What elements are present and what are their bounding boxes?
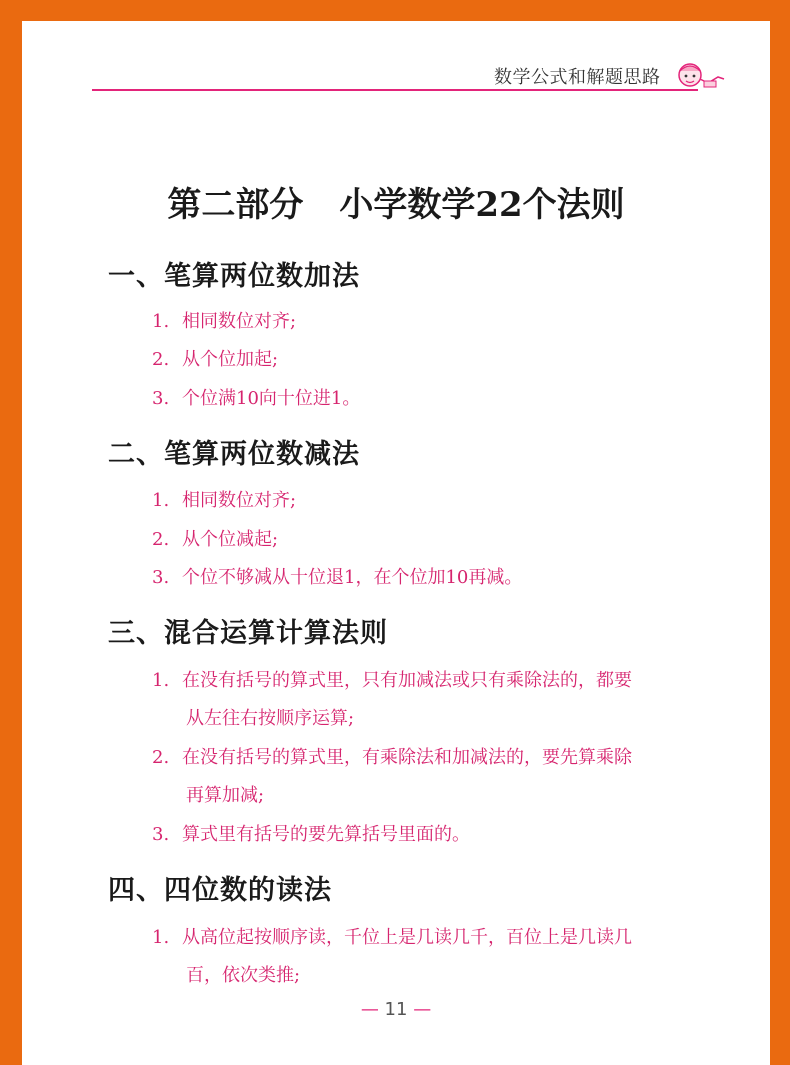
- section-heading: 一、笔算两位数加法: [108, 261, 360, 292]
- rule-item: [152, 559, 692, 597]
- rule-item: [152, 919, 692, 995]
- rule-number: 1.: [152, 927, 170, 948]
- rule-number: 2.: [152, 349, 170, 370]
- rule-number: 2.: [152, 529, 170, 550]
- part-label: 第二部分: [167, 185, 304, 225]
- rule-text: 从个位加起;: [182, 349, 279, 370]
- rule-text-continued: 百，依次类推;: [186, 965, 301, 986]
- part-name: 小学数学22个法则: [339, 185, 625, 225]
- section-heading: 四、四位数的读法: [108, 875, 332, 906]
- rule-number: 1.: [152, 311, 170, 332]
- rule-text: 在没有括号的算式里，只有加减法或只有乘除法的，都要: [182, 670, 632, 691]
- rule-item: [152, 303, 692, 341]
- rule-text: 相同数位对齐;: [182, 490, 297, 511]
- rule-text-continued: 再算加减;: [186, 785, 265, 806]
- rule-item: [152, 816, 692, 854]
- rule-number: 3.: [152, 388, 170, 409]
- page: [22, 21, 770, 1065]
- rule-number: 3.: [152, 824, 170, 845]
- rule-text: 从个位减起;: [182, 529, 279, 550]
- header-rule: [92, 89, 698, 91]
- rule-item: [152, 739, 692, 815]
- rule-item: [152, 482, 692, 520]
- page-number-value: 11: [384, 999, 408, 1020]
- rule-text-continued: 从左往右按顺序运算;: [186, 708, 355, 729]
- header-title: 数学公式和解题思路: [494, 67, 661, 88]
- rule-number: 2.: [152, 747, 170, 768]
- page-number: — 11 —: [360, 999, 432, 1020]
- rule-item: [152, 380, 692, 418]
- rule-text: 个位满10向十位进1。: [182, 388, 361, 409]
- rule-text: 相同数位对齐;: [182, 311, 297, 332]
- part-title: [22, 177, 770, 226]
- rule-text: 算式里有括号的要先算括号里面的。: [182, 824, 470, 845]
- rule-text: 在没有括号的算式里，有乘除法和加减法的，要先算乘除: [182, 747, 632, 768]
- rule-item: [152, 662, 692, 738]
- rule-item: [152, 521, 692, 559]
- rule-number: 3.: [152, 567, 170, 588]
- rule-text: 从高位起按顺序读，千位上是几读几千，百位上是几读几: [182, 927, 632, 948]
- rule-number: 1.: [152, 670, 170, 691]
- section-heading: 三、混合运算计算法则: [108, 618, 388, 649]
- rule-item: [152, 341, 692, 379]
- rule-text: 个位不够减从十位退1，在个位加10再减。: [182, 567, 523, 588]
- cartoon-mascot-icon: [674, 59, 726, 91]
- rule-number: 1.: [152, 490, 170, 511]
- section-heading: 二、笔算两位数减法: [108, 439, 360, 470]
